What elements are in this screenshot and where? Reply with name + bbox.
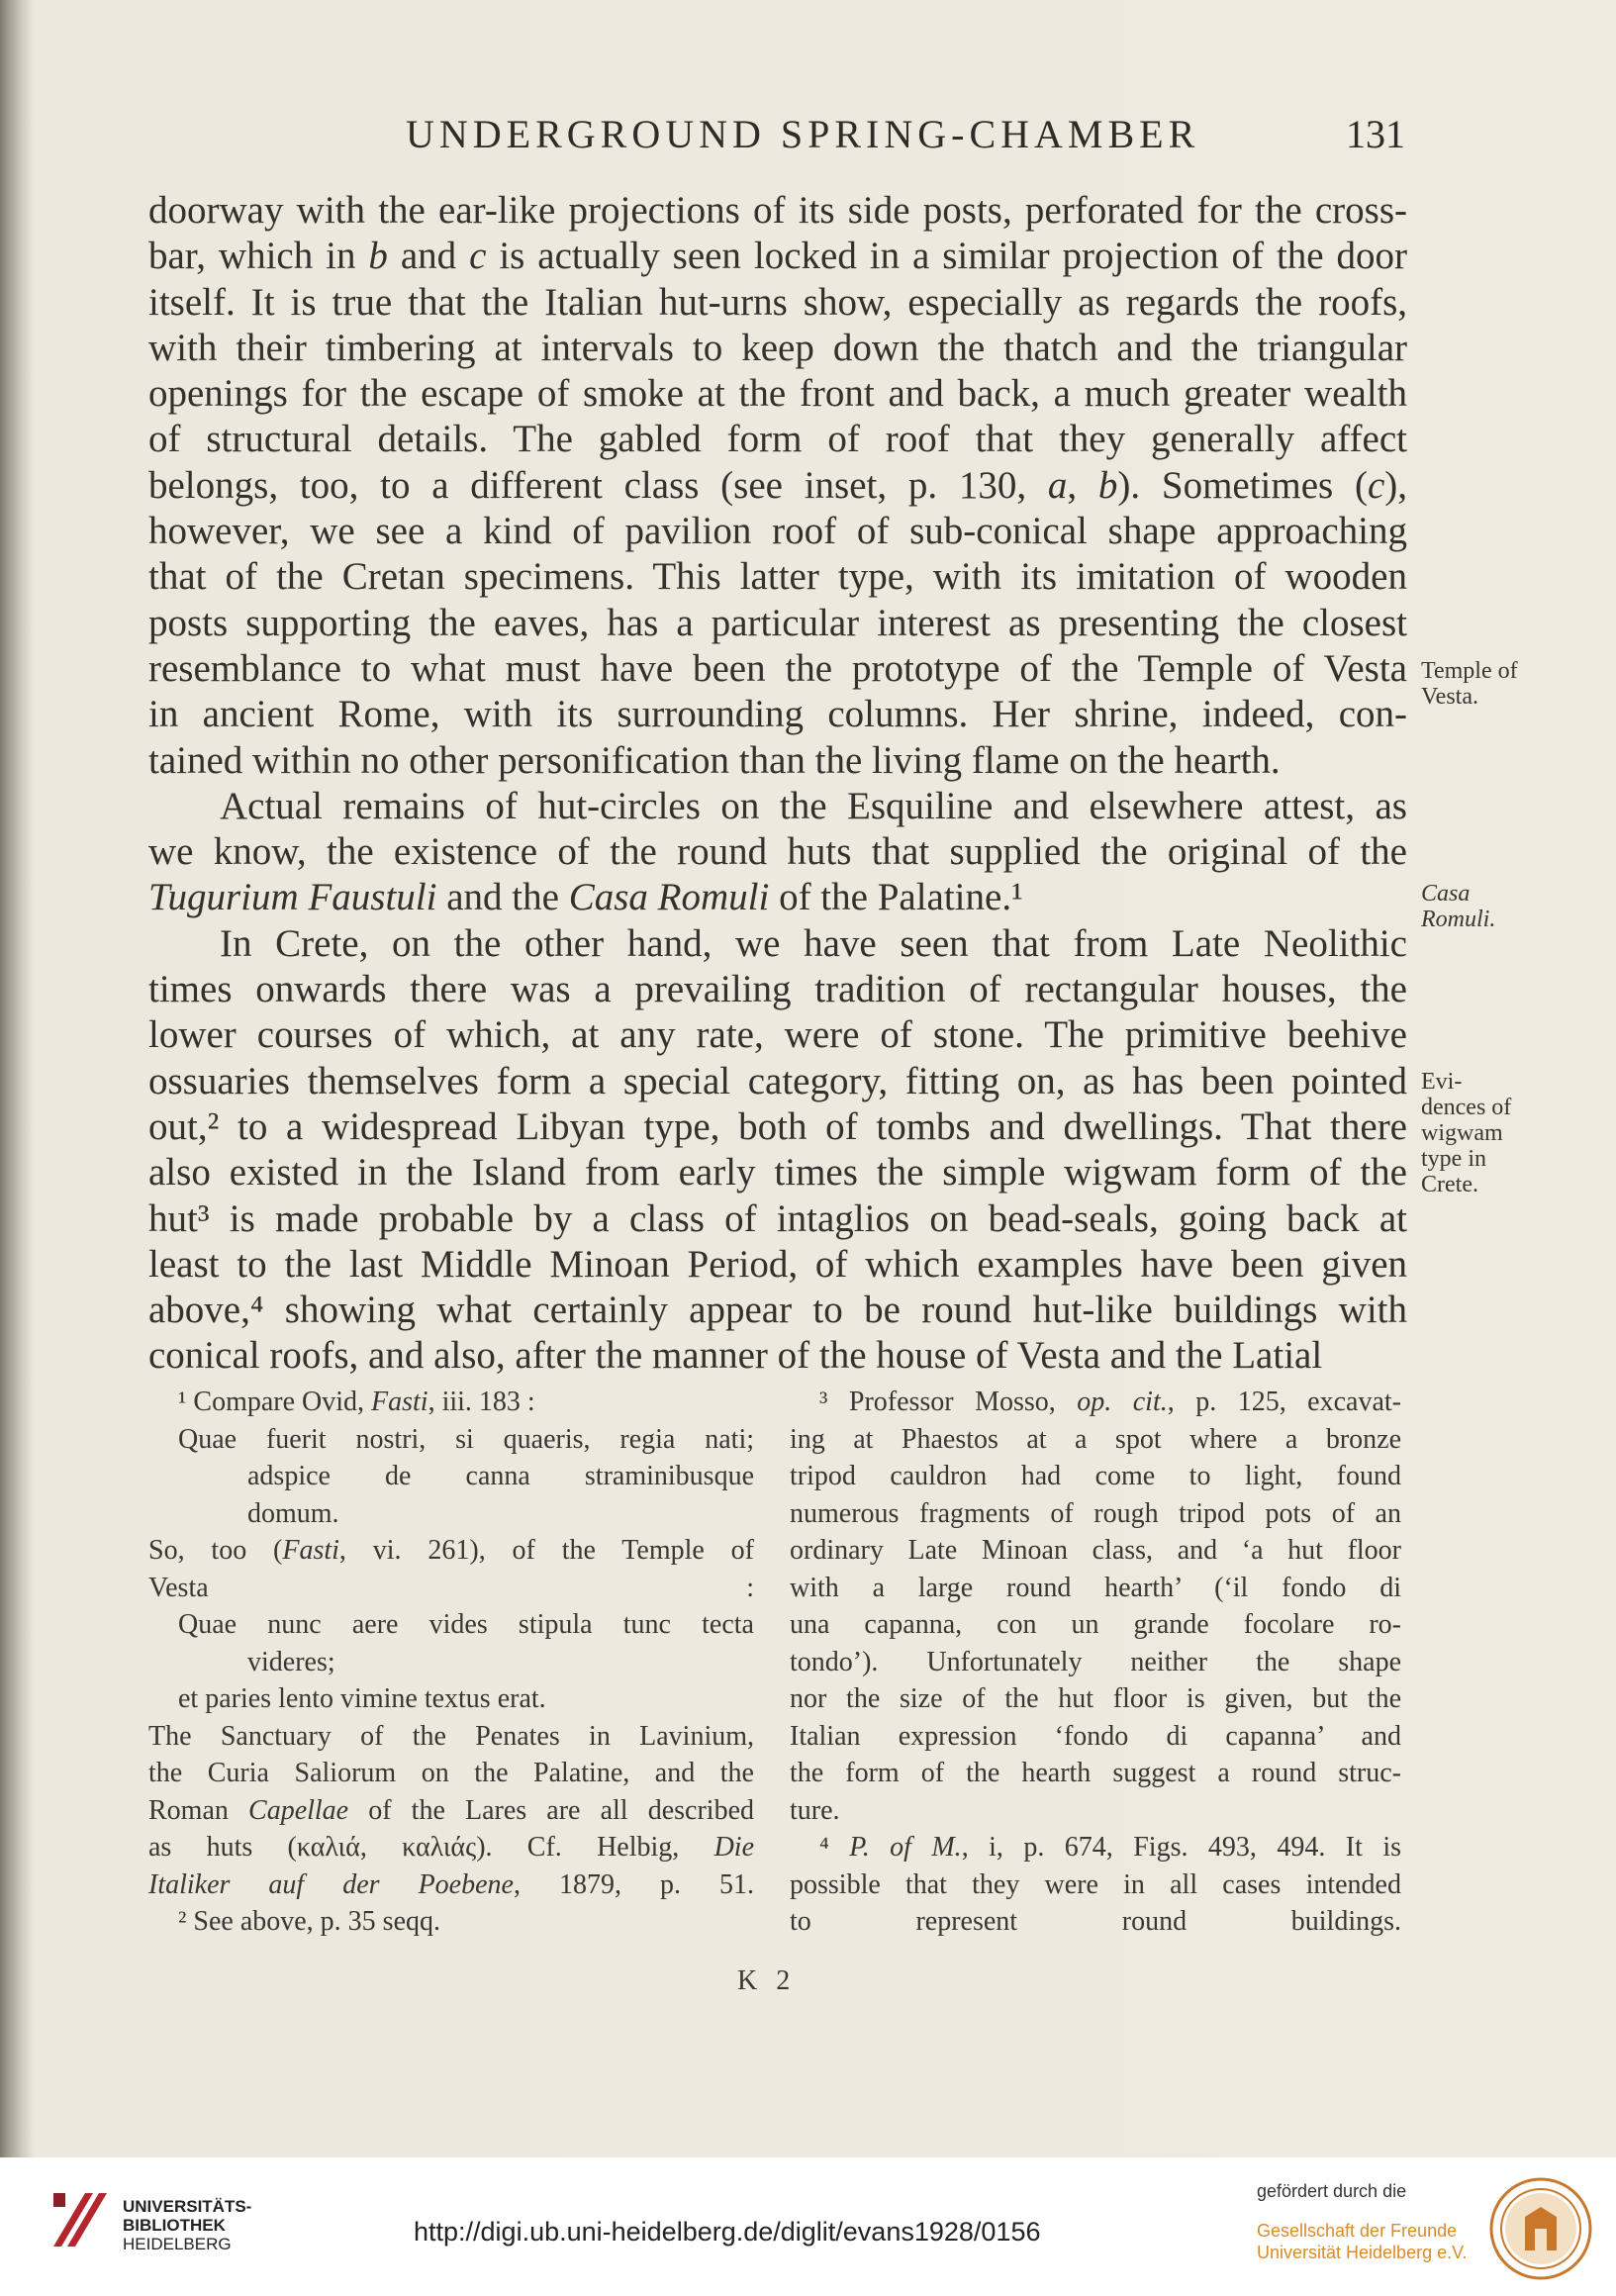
body-line: posts supporting the eaves, has a particular interest as presenting the closest [148,601,1407,644]
university-seal-icon [1489,2177,1592,2280]
digital-object-url[interactable]: http://digi.ub.uni-heidelberg.de/diglit/evans1928/0156 [414,2217,1041,2247]
footnote-line: the Curia Saliorum on the Palatine, and the [148,1758,754,1788]
footnote-line: So, too (Fasti, vi. 261), of the Temple of [148,1535,754,1566]
body-line: we know, the existence of the round huts that supplied the original of the [148,830,1407,874]
footnotes-left-column [148,1384,754,1941]
margin-note-line: dences of [1421,1095,1512,1120]
footnote-line: Roman Capellae of the Lares are all described [148,1794,754,1826]
margin-note-line: Crete. [1421,1172,1478,1197]
library-name-line: UNIVERSITÄTS- [123,2197,252,2216]
footnote-line: to represent round buildings. [790,1906,1401,1937]
body-line: bar, which in b and c is actually seen locked in a similar projection of the door [148,235,1407,278]
margin-note-line: Casa [1421,881,1471,907]
body-line: In Crete, on the other hand, we have seen that from Late Neolithic [220,921,1407,965]
footnote-line: Quae nunc aere vides stipula tunc tecta [178,1609,754,1640]
body-line: resemblance to what must have been the prototype of the Temple of Vesta [148,646,1407,690]
library-name-line: BIBLIOTHEK [123,2216,226,2235]
body-line: tained within no other personification than the living flame on the hearth. [148,738,1281,782]
margin-note-line: Vesta. [1421,684,1478,710]
body-line: also existed in the Island from early times the simple wigwam form of the [148,1151,1407,1195]
sponsor-org-line-2: Universität Heidelberg e.V. [1257,2243,1468,2262]
body-line: of structural details. The gabled form of roof that they generally affect [148,418,1407,461]
footnote-line: ordinary Late Minoan class, and ‘a hut floor [790,1535,1401,1566]
sponsor-org-line-1: Gesellschaft der Freunde [1257,2221,1458,2241]
signature-mark: K 2 [737,1965,797,1996]
body-line: conical roofs, and also, after the manner of the house of Vesta and the Latial [148,1334,1323,1378]
gutter-shadow [0,0,34,2157]
library-name-line: HEIDELBERG [123,2235,232,2253]
margin-note-evidences [1421,1069,1569,1197]
body-line: least to the last Middle Minoan Period, of which examples have been given [148,1242,1407,1286]
body-line: openings for the escape of smoke at the front and back, a much greater wealth [148,372,1407,416]
sponsor-label: gefördert durch die [1257,2181,1407,2201]
margin-note-temple-of-vesta [1421,658,1569,710]
body-line: in ancient Rome, with its surrounding columns. Her shrine, indeed, con- [148,693,1407,736]
library-name [123,2197,251,2253]
footnote-line: ⁴ P. of M., i, p. 674, Figs. 493, 494. It is [819,1832,1401,1863]
footnote-line: with a large round hearth’ (‘il fondo di [790,1572,1401,1603]
margin-note-line: Temple of [1421,658,1518,684]
footnote-line: Quae fuerit nostri, si quaeris, regia nati; [178,1423,754,1455]
body-line: hut³ is made probable by a class of intaglios on bead-seals, going back at [148,1196,1407,1240]
body-line: times onwards there was a prevailing tradition of rectangular houses, the [148,968,1407,1011]
footnote-line: nor the size of the hut floor is given, but the [790,1683,1401,1714]
footnote-line: adspice de canna straminibusque [247,1461,754,1491]
footnote-line: Vesta : [148,1572,754,1603]
footnote-line: ture. [790,1794,840,1826]
body-line: with their timbering at intervals to keep down the thatch and the triangular [148,326,1407,369]
running-head: UNDERGROUND SPRING-CHAMBER [406,112,1200,156]
body-text [148,188,1407,1380]
footer-bar [0,2157,1616,2296]
footnote-line: tondo’). Unfortunately neither the shape [790,1646,1401,1677]
footnote-line: the form of the hearth suggest a round struc- [790,1758,1401,1788]
footnote-line: videres; [247,1646,335,1677]
footnote-line: ing at Phaestos at a spot where a bronze [790,1423,1401,1455]
footnote-line: tripod cauldron had come to light, found [790,1461,1401,1491]
footnote-line: possible that they were in all cases intended [790,1868,1401,1900]
body-line: that of the Cretan specimens. This latter type, with its imitation of wooden [148,555,1407,599]
margin-note-line: Evi- [1421,1069,1463,1095]
footnote-line: Italiker auf der Poebene, 1879, p. 51. [148,1868,754,1900]
footnote-line: Italian expression ‘fondo di capanna’ and [790,1720,1401,1752]
margin-note-line: wigwam [1421,1120,1503,1146]
body-line: ossuaries themselves form a special category, fitting on, as has been pointed [148,1059,1407,1102]
body-line: out,² to a widespread Libyan type, both of tombs and dwellings. That there [148,1104,1407,1148]
body-line: belongs, too, to a different class (see inset, p. 130, a, b). Sometimes (c), [148,463,1408,507]
page-number: 131 [1346,112,1405,156]
footnote-line: as huts (καλιά, καλιάς). Cf. Helbig, Die [148,1832,754,1863]
footnote-line: una capanna, con un grande focolare ro- [790,1609,1401,1640]
body-line: however, we see a kind of pavilion roof of sub-conical shape approaching [148,510,1407,553]
body-line: doorway with the ear-like projections of its side posts, perforated for the cross- [148,189,1407,232]
footnote-line: ¹ Compare Ovid, Fasti, iii. 183 : [178,1387,535,1417]
university-library-logo-icon [46,2185,115,2254]
body-line: lower courses of which, at any rate, were of stone. The primitive beehive [148,1013,1407,1057]
footnote-line: et paries lento vimine textus erat. [178,1683,546,1714]
margin-note-line: Romuli. [1421,907,1496,932]
footnote-line: domum. [247,1497,339,1529]
footnote-line: The Sanctuary of the Penates in Lavinium, [148,1720,754,1752]
body-line: above,⁴ showing what certainly appear to be round hut-like buildings with [148,1289,1407,1332]
sponsor-block [1257,2181,1467,2263]
body-line: itself. It is true that the Italian hut-urns show, especially as regards the roofs, [148,280,1407,324]
footnote-line: numerous fragments of rough tripod pots of an [790,1497,1401,1529]
margin-note-line: type in [1421,1146,1486,1172]
margin-note-casa-romuli [1421,881,1569,932]
body-line: Actual remains of hut-circles on the Esquiline and elsewhere attest, as [220,784,1407,827]
footnote-line: ² See above, p. 35 seqq. [178,1906,441,1937]
footnote-line: ³ Professor Mosso, op. cit., p. 125, excavat- [819,1387,1401,1417]
footnotes-right-column [790,1384,1401,1941]
body-line: Tugurium Faustuli and the Casa Romuli of the Palatine.¹ [148,876,1023,919]
